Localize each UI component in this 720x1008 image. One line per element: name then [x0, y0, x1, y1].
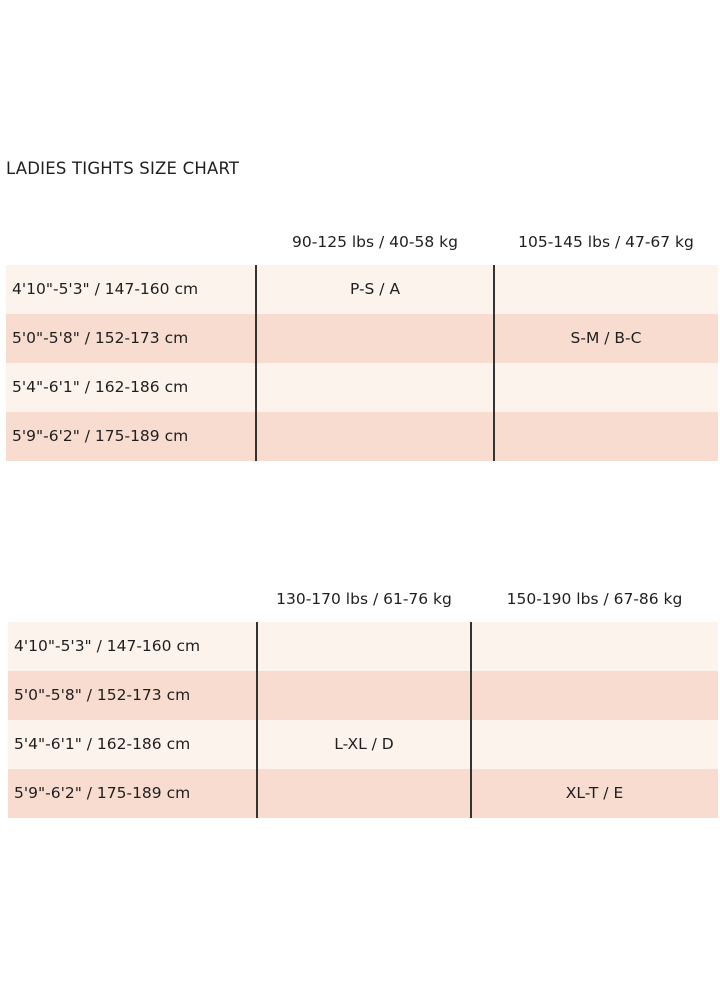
- column-divider: [255, 265, 257, 461]
- size-cell: [494, 363, 718, 412]
- table-row: [6, 363, 718, 412]
- column-divider: [256, 622, 258, 818]
- size-cell: [471, 720, 718, 769]
- size-cell: XL-T / E: [565, 784, 624, 802]
- column-header: 130-170 lbs / 61-76 kg: [276, 590, 452, 608]
- table-row: [6, 314, 718, 363]
- size-cell: [256, 314, 494, 363]
- size-cell: [471, 622, 718, 671]
- height-label: 5'9"-6'2" / 175-189 cm: [14, 784, 191, 802]
- size-cell: [471, 671, 718, 720]
- height-label: 4'10"-5'3" / 147-160 cm: [12, 280, 199, 298]
- size-cell: S-M / B-C: [570, 329, 642, 347]
- column-header: 150-190 lbs / 67-86 kg: [506, 590, 683, 608]
- height-label: 5'0"-5'8" / 152-173 cm: [14, 686, 191, 704]
- size-table-1: [6, 227, 718, 467]
- table-row: [6, 265, 718, 314]
- height-label: 5'9"-6'2" / 175-189 cm: [12, 427, 189, 445]
- size-cell: [256, 363, 494, 412]
- table-row: [6, 412, 718, 461]
- size-cell: [494, 412, 718, 461]
- size-cell: [256, 412, 494, 461]
- table-row: [8, 769, 718, 818]
- table-header: [8, 584, 718, 614]
- column-divider: [470, 622, 472, 818]
- table-header: [6, 227, 718, 257]
- height-label: 5'4"-6'1" / 162-186 cm: [12, 378, 189, 396]
- height-label: 5'4"-6'1" / 162-186 cm: [14, 735, 191, 753]
- size-cell: P-S / A: [349, 280, 401, 298]
- table-row: [8, 622, 718, 671]
- page-title: LADIES TIGHTS SIZE CHART: [6, 159, 240, 178]
- size-cell: [257, 671, 471, 720]
- column-header: 90-125 lbs / 40-58 kg: [292, 233, 458, 251]
- size-cell: [494, 265, 718, 314]
- table-row: [8, 720, 718, 769]
- size-cell: [257, 769, 471, 818]
- table-row: [8, 671, 718, 720]
- column-header: 105-145 lbs / 47-67 kg: [518, 233, 694, 251]
- size-cell: L-XL / D: [334, 735, 394, 753]
- size-table-2: [8, 584, 718, 824]
- height-label: 5'0"-5'8" / 152-173 cm: [12, 329, 189, 347]
- height-label: 4'10"-5'3" / 147-160 cm: [14, 637, 201, 655]
- size-cell: [257, 622, 471, 671]
- column-divider: [493, 265, 495, 461]
